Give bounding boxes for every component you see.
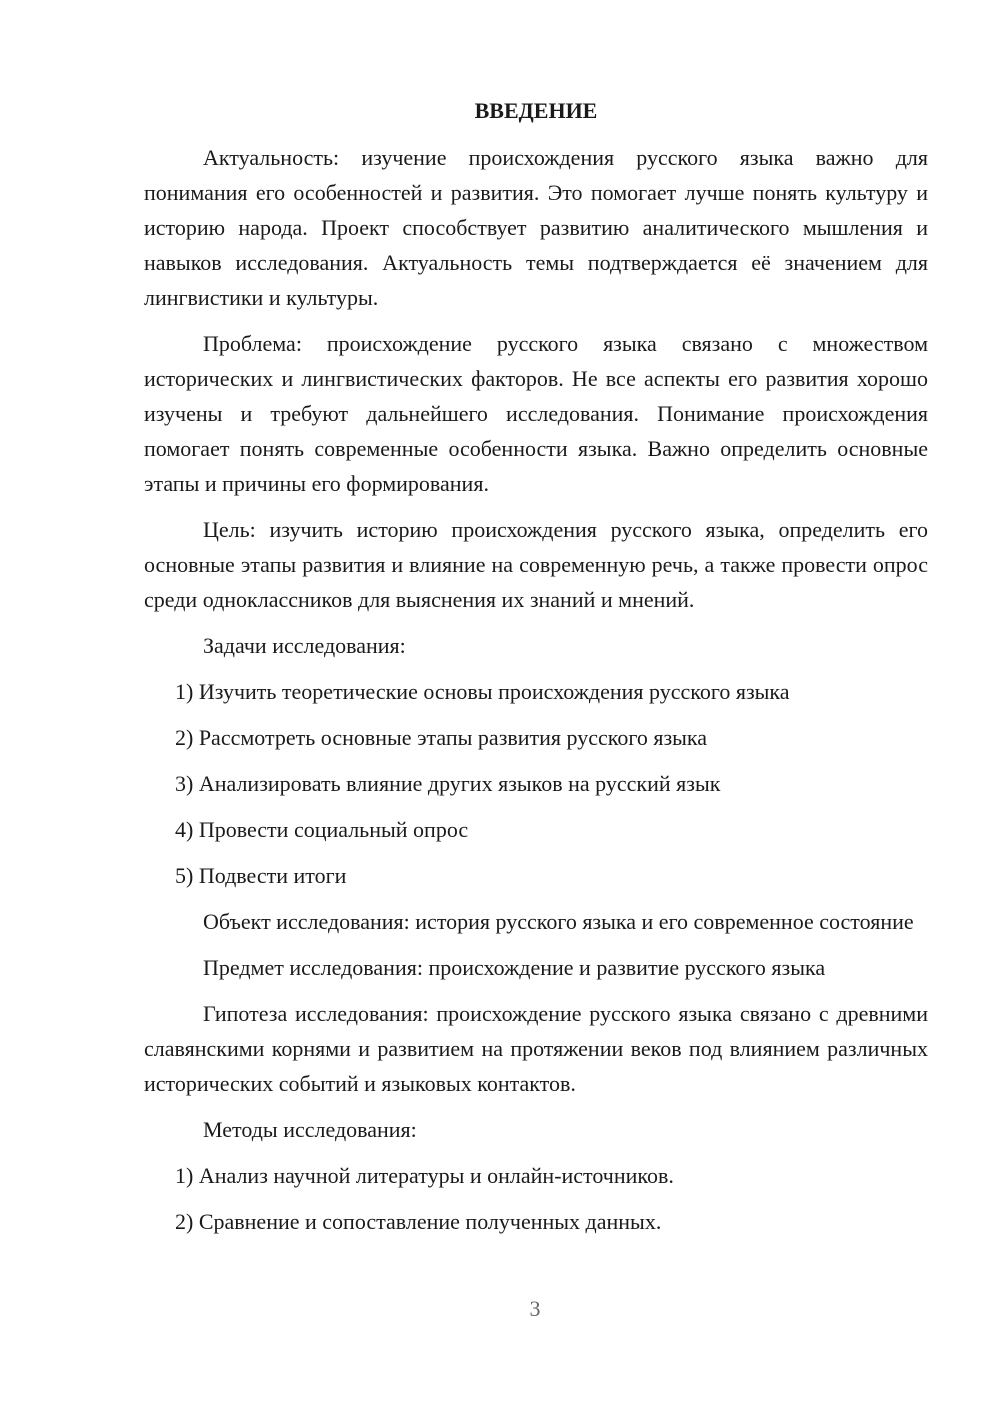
page-content [144, 96, 928, 1250]
page-number: 3 [529, 1296, 541, 1321]
goal-paragraph: Цель: изучить историю происхождения русского языка, определить его основные этапы развития и влияние на современную речь, а также провести опрос среди одноклассников для выяснения их знаний и мнений. [144, 517, 928, 612]
relevance-paragraph: Актуальность: изучение происхождения русского языка важно для понимания его особенностей и развития. Это помогает лучше понять культуру и историю народа. Проект способствует развитию аналитического мышления и навыков исследования. Актуальность темы подтверждается её значением для лингвистики и культуры. [144, 145, 928, 310]
list-item: 1) Анализ научной литературы и онлайн-источников. [175, 1163, 674, 1188]
list-item: 4) Провести социальный опрос [175, 817, 469, 842]
list-item: 5) Подвести итоги [175, 863, 347, 888]
list-item: 2) Рассмотреть основные этапы развития русского языка [175, 725, 708, 750]
methods-list [144, 1158, 928, 1239]
tasks-list [144, 674, 928, 893]
problem-paragraph: Проблема: происхождение русского языка связано с множеством исторических и лингвистических факторов. Не все аспекты его развития хорошо изучены и требуют дальнейшего исследования. Понимание происхождения помогает понять современные особенности языка. Важно определить основные этапы и причины его формирования. [144, 331, 928, 496]
list-item: 2) Сравнение и сопоставление полученных данных. [175, 1209, 662, 1234]
tasks-heading: Задачи исследования: [203, 633, 406, 658]
list-item: 1) Изучить теоретические основы происхождения русского языка [175, 679, 790, 704]
methods-heading: Методы исследования: [203, 1117, 417, 1142]
object-paragraph: Объект исследования: история русского языка и его современное состояние [203, 909, 914, 934]
section-title: ВВЕДЕНИЕ [474, 98, 598, 123]
hypothesis-paragraph: Гипотеза исследования: происхождение русского языка связано с древними славянскими корнями и развитием на протяжении веков под влиянием различных исторических событий и языковых контактов. [144, 1001, 928, 1096]
list-item: 3) Анализировать влияние других языков на русский язык [175, 771, 721, 796]
subject-paragraph: Предмет исследования: происхождение и развитие русского языка [203, 955, 826, 980]
